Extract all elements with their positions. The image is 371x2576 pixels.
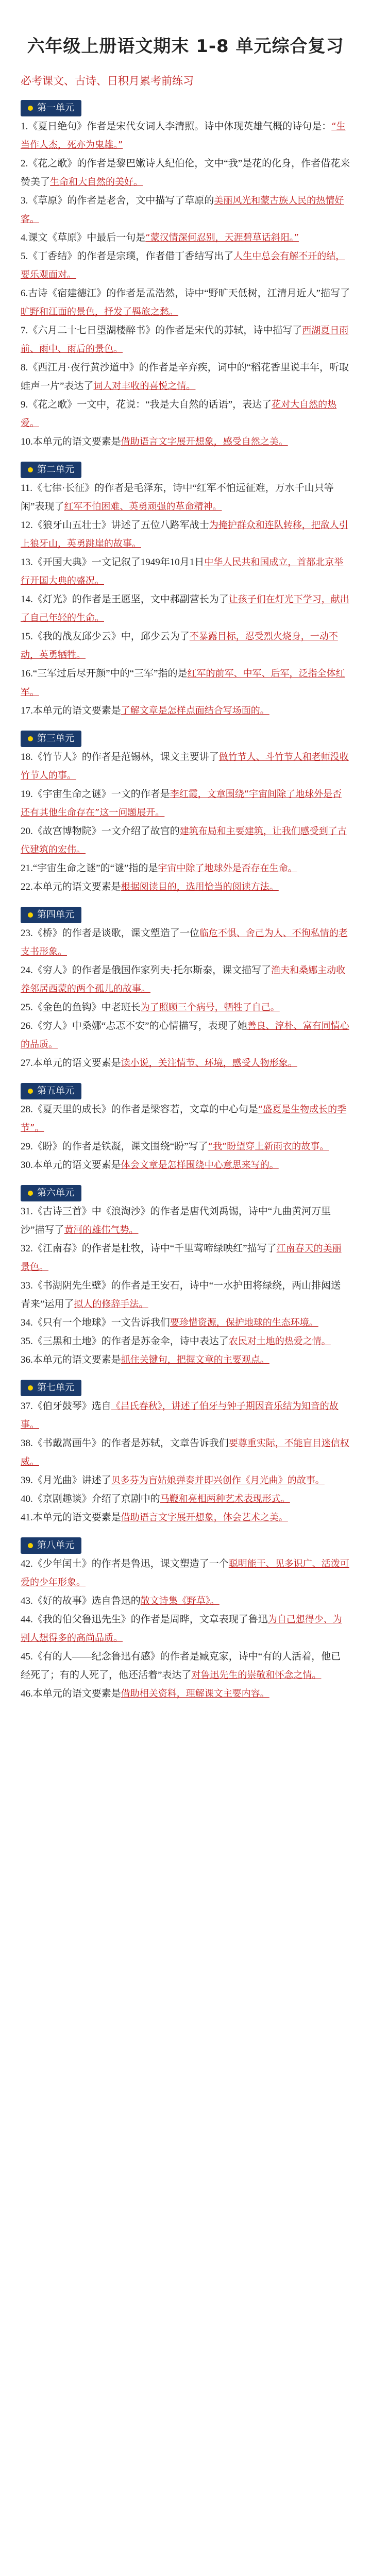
section-header (21, 99, 350, 117)
answer-text: “我”盼望穿上新雨衣的故事。 (208, 1141, 329, 1152)
section-label: 第六单元 (37, 1188, 74, 1198)
answer-text: 建筑布局和主要建筑，让我们感受到了古代建筑的宏伟。 (21, 826, 347, 855)
question-number: 5. (21, 251, 28, 262)
question-text: 《开国大典》一文记叙了1949年10月1日 (32, 557, 205, 568)
question-item (21, 785, 350, 822)
question-text: 《盼》的作者是铁凝，课文围绕“盼”写了 (32, 1141, 208, 1152)
question-number: 6. (21, 288, 28, 299)
bullet-dot-icon (28, 1089, 33, 1094)
answer-text: 贝多芬为盲姑娘弹奏并即兴创作《月光曲》的故事。 (111, 1475, 325, 1486)
question-item (21, 1054, 350, 1073)
section-label: 第三单元 (37, 733, 74, 744)
question-text: 《好的故事》选自鲁迅的 (32, 1596, 141, 1606)
question-number: 44. (21, 1614, 33, 1625)
section-badge (21, 100, 81, 116)
question-number: 20. (21, 826, 33, 837)
question-number: 8. (21, 362, 28, 373)
question-item (21, 1490, 350, 1509)
question-text: 《金色的鱼钩》中老班长 (32, 1002, 141, 1013)
question-number: 4. (21, 232, 28, 243)
question-number: 2. (21, 158, 28, 169)
answer-text: 临危不惧、舍己为人、不徇私情的老支书形象。 (21, 928, 348, 957)
section-header (21, 1184, 350, 1202)
section-label: 第八单元 (37, 1540, 74, 1551)
question-item (21, 117, 350, 155)
page-subtitle: 必考课文、古诗、日积月累考前练习 (21, 75, 194, 87)
question-item (21, 822, 350, 859)
question-item (21, 998, 350, 1017)
question-number: 40. (21, 1494, 33, 1504)
question-number: 23. (21, 928, 33, 939)
question-number: 15. (21, 631, 33, 642)
question-number: 41. (21, 1512, 33, 1523)
question-item (21, 396, 350, 433)
question-item (21, 1100, 350, 1138)
section (21, 906, 350, 1073)
answer-text: 江南春天的美丽景色。 (21, 1243, 342, 1273)
section-label: 第七单元 (37, 1382, 74, 1393)
question-text: 本单元的语文要素是 (32, 1354, 121, 1365)
question-item (21, 1509, 350, 1527)
question-number: 38. (21, 1438, 33, 1449)
section-badge (21, 462, 81, 478)
question-item (21, 479, 350, 516)
question-number: 14. (21, 594, 33, 605)
question-text: 本单元的语文要素是 (32, 882, 121, 892)
bullet-dot-icon (28, 1385, 33, 1391)
answer-text: 为掩护群众和连队转移，把敌人引上狼牙山，英勇跳崖的故事。 (21, 520, 348, 549)
question-item (21, 1592, 350, 1611)
question-number: 37. (21, 1401, 33, 1412)
question-text: 《西江月·夜行黄沙道中》的作者是辛弃疾，词中的“稻花香里说丰年，听取蛙声一片”表达了 (21, 362, 349, 392)
question-item (21, 590, 350, 628)
answer-text: 善良、淳朴、富有同情心的品质。 (21, 1021, 349, 1050)
question-item (21, 192, 350, 229)
section-label: 第五单元 (37, 1086, 74, 1096)
question-text: 本单元的语文要素是 (32, 436, 121, 447)
answer-text: 拟人的修辞手法。 (74, 1299, 148, 1310)
answer-text: 为了照顾三个病号，牺牲了自己。 (140, 1002, 280, 1013)
question-number: 16. (21, 668, 33, 679)
question-text: 《丁香结》的作者是宗璞，作者借丁香结写出了 (28, 251, 234, 262)
answer-text: 词人对丰收的喜悦之情。 (93, 381, 196, 392)
question-item (21, 665, 350, 702)
answer-text: 渔夫和桑娜主动收养邻居西蒙的两个孤儿的故事。 (21, 965, 346, 994)
question-item (21, 284, 350, 321)
answer-text: 不暴露目标，忍受烈火烧身，一动不动，英勇牺牲。 (21, 631, 338, 660)
answer-text: 体会文章是怎样围绕中心意思来写的。 (121, 1160, 279, 1171)
question-text: “三军过后尽开颜”中的“三军”指的是 (32, 668, 188, 679)
answer-text: 美丽风光和蒙古族人民的热情好客。 (21, 195, 344, 225)
question-text: 《竹节人》的作者是范锡林，课文主要讲了 (32, 752, 219, 762)
answer-text: 做竹节人、斗竹节人和老师没收竹节人的事。 (21, 752, 349, 781)
section-label: 第一单元 (37, 103, 74, 113)
question-text: 《七律·长征》的作者是毛泽东，诗中“红军不怕远征难，万水千山只等闲”表现了 (21, 483, 334, 512)
question-text: 《我的伯父鲁迅先生》的作者是周晔，文章表现了鲁迅 (32, 1614, 268, 1625)
page-title: 六年级上册语文期末 1-8 单元综合复习 (27, 36, 344, 57)
question-text: 《我的战友邱少云》中，邱少云为了 (32, 631, 190, 642)
question-text: 《书戴嵩画牛》的作者是苏轼，文章告诉我们 (32, 1438, 229, 1449)
question-item (21, 247, 350, 284)
section-header (21, 1082, 350, 1100)
question-item (21, 1397, 350, 1434)
question-item (21, 155, 350, 192)
bullet-dot-icon (28, 736, 33, 741)
question-text: 《只有一个地球》一文告诉我们 (32, 1317, 170, 1328)
question-item (21, 553, 350, 590)
question-number: 36. (21, 1354, 33, 1365)
question-text: 本单元的语文要素是 (32, 1512, 121, 1523)
question-item (21, 1156, 350, 1175)
question-text: 《桥》的作者是谈歌，课文塑造了一位 (32, 928, 199, 939)
question-number: 19. (21, 789, 33, 800)
question-number: 28. (21, 1104, 33, 1115)
question-number: 11. (21, 483, 33, 494)
question-number: 34. (21, 1317, 33, 1328)
answer-text: 人生中总会有解不开的结，要乐观面对。 (21, 251, 345, 280)
question-text: 本单元的语文要素是 (32, 1058, 121, 1069)
answer-text: 《吕氏春秋》，讲述了伯牙与钟子期因音乐结为知音的故事。 (21, 1401, 339, 1430)
section-badge (21, 1537, 81, 1554)
question-text: 古诗《宿建德江》的作者是孟浩然，诗中“野旷天低树，江清月近人”描写了 (28, 288, 350, 299)
question-number: 39. (21, 1475, 33, 1486)
answer-text: 红军不怕困难、英勇顽强的革命精神。 (64, 501, 222, 512)
question-item (21, 1555, 350, 1592)
section (21, 1082, 350, 1175)
question-item (21, 1138, 350, 1156)
section-badge (21, 1185, 81, 1201)
answer-text: 抓住关键句，把握文章的主要观点。 (121, 1354, 269, 1365)
question-item (21, 1648, 350, 1685)
answer-text: 聪明能干、见多识广、活泼可爱的少年形象。 (21, 1558, 349, 1588)
section-label: 第二单元 (37, 464, 74, 475)
answer-text: 花对大自然的热爱。 (21, 399, 337, 429)
question-text: 《京剧趣谈》介绍了京剧中的 (32, 1494, 160, 1504)
section (21, 1536, 350, 1703)
question-number: 25. (21, 1002, 33, 1013)
question-text: 《六月二十七日望湖楼醉书》的作者是宋代的苏轼，诗中描写了 (28, 325, 302, 336)
question-item (21, 1017, 350, 1054)
question-text: 《穷人》中桑娜“忐忑不安”的心情描写，表现了她 (32, 1021, 247, 1031)
answer-text: 宇宙中除了地球外是否存在生命。 (158, 863, 297, 874)
question-text: 《书湖阴先生壁》的作者是王安石，诗中“一水护田将绿绕，两山排闼送青来”运用了 (21, 1280, 341, 1310)
question-item (21, 859, 350, 878)
question-number: 7. (21, 325, 28, 336)
question-text: 《少年闰土》的作者是鲁迅，课文塑造了一个 (32, 1558, 229, 1569)
answer-text: 借助语言文字展开想象，体会艺术之美。 (121, 1512, 288, 1523)
question-text: 《花之歌》的作者是黎巴嫩诗人纪伯伦，文中“我”是花的化身，作者借花来赞美了 (21, 158, 350, 188)
question-item (21, 702, 350, 720)
question-item (21, 1277, 350, 1314)
section (21, 730, 350, 896)
question-text: 《江南春》的作者是杜牧，诗中“千里莺啼绿映红”描写了 (32, 1243, 277, 1254)
answer-text: 马鞭和亮相两种艺术表现形式。 (160, 1494, 290, 1504)
question-item (21, 1685, 350, 1703)
question-number: 35. (21, 1336, 33, 1347)
question-number: 27. (21, 1058, 33, 1069)
question-text: 本单元的语文要素是 (32, 705, 121, 716)
answer-text: 对鲁迅先生的崇敬和怀念之情。 (191, 1670, 322, 1681)
answer-text: 西湖夏日雨前、雨中、雨后的景色。 (21, 325, 349, 354)
question-number: 9. (21, 399, 28, 410)
question-item (21, 628, 350, 665)
answer-text: 中华人民共和国成立，首都北京举行开国大典的盛况。 (21, 557, 344, 586)
question-text: 《草原》的作者是老舍，文中描写了草原的 (28, 195, 214, 206)
question-text: 《故宫博物院》一文介绍了故宫的 (32, 826, 180, 837)
answer-text: “生当作人杰，死亦为鬼雄。” (21, 121, 346, 150)
section (21, 1184, 350, 1369)
section-badge (21, 907, 81, 923)
question-text: 《古诗三首》中《浪淘沙》的作者是唐代刘禹锡，诗中“九曲黄河万里沙”描写了 (21, 1206, 331, 1235)
question-item (21, 748, 350, 785)
question-number: 13. (21, 557, 33, 568)
question-number: 42. (21, 1558, 33, 1569)
section-header (21, 461, 350, 479)
question-text: 本单元的语文要素是 (32, 1688, 121, 1699)
answer-text: 根据阅读目的，选用恰当的阅读方法。 (121, 882, 279, 892)
question-text: 《狼牙山五壮士》讲述了五位八路军战士 (32, 520, 209, 531)
question-text: 《有的人——纪念鲁迅有感》的作者是臧克家，诗中“有的人活着，他已经死了；有的人死了，他还活着”表达了 (21, 1651, 341, 1681)
question-number: 21. (21, 863, 33, 874)
section-label: 第四单元 (37, 909, 74, 920)
question-number: 30. (21, 1160, 33, 1171)
question-number: 31. (21, 1206, 33, 1217)
question-number: 3. (21, 195, 28, 206)
question-text: 《月光曲》讲述了 (32, 1475, 111, 1486)
answer-text: “蒙汉情深何忍别，天涯碧草话斜阳。” (145, 232, 299, 243)
question-item (21, 1434, 350, 1471)
answer-text: 了解文章是怎样点面结合写场面的。 (121, 705, 269, 716)
bullet-dot-icon (28, 1543, 33, 1548)
question-number: 24. (21, 965, 33, 976)
answer-text: 读小说，关注情节、环境，感受人物形象。 (121, 1058, 297, 1069)
question-text: 《宇宙生命之谜》一文的作者是 (32, 789, 170, 800)
answer-text: 为自己想得少、为别人想得多的高尚品质。 (21, 1614, 342, 1643)
question-text: 《夏天里的成长》的作者是梁容若，文章的中心句是 (32, 1104, 258, 1115)
section-badge (21, 1380, 81, 1396)
question-item (21, 1611, 350, 1648)
question-number: 33. (21, 1280, 33, 1291)
question-number: 29. (21, 1141, 33, 1152)
question-number: 18. (21, 752, 33, 762)
question-item (21, 1351, 350, 1369)
question-text: 《三黑和土地》的作者是苏金伞，诗中表达了 (32, 1336, 229, 1347)
question-text: 《灯光》的作者是王愿坚，文中郝副营长为了 (32, 594, 229, 605)
question-number: 32. (21, 1243, 33, 1254)
answer-text: 李红霞，文章围绕“宇宙间除了地球外是否还有其他生命存在”这一问题展开。 (21, 789, 342, 818)
question-item (21, 359, 350, 396)
bullet-dot-icon (28, 912, 33, 918)
answer-text: “盛夏是生物成长的季节”。 (21, 1104, 347, 1133)
question-number: 12. (21, 520, 33, 531)
answer-text: 旷野和江面的景色，抒发了羁旅之愁。 (21, 307, 178, 317)
answer-text: 红军的前军、中军、后军，泛指全体红军。 (21, 668, 345, 698)
question-text: “宇宙生命之谜”的“谜”指的是 (32, 863, 158, 874)
question-item (21, 878, 350, 896)
question-text: 本单元的语文要素是 (32, 1160, 121, 1171)
bullet-dot-icon (28, 1191, 33, 1196)
question-number: 26. (21, 1021, 33, 1031)
section-header (21, 730, 350, 748)
section-header (21, 906, 350, 924)
question-text: 课文《草原》中最后一句是 (28, 232, 146, 243)
question-item (21, 1314, 350, 1332)
section-badge (21, 731, 81, 747)
question-item (21, 961, 350, 998)
answer-text: 借助语言文字展开想象，感受自然之美。 (121, 436, 288, 447)
question-number: 1. (21, 121, 28, 132)
bullet-dot-icon (28, 467, 33, 472)
question-number: 22. (21, 882, 33, 892)
question-text: 《夏日绝句》作者是宋代女词人李清照。诗中体现英雄气概的诗句是： (28, 121, 332, 132)
question-item (21, 1471, 350, 1490)
question-text: 《花之歌》一文中，花说：“我是大自然的话语”，表达了 (28, 399, 272, 410)
answer-text: 让孩子们在灯光下学习，献出了自己年轻的生命。 (21, 594, 349, 623)
section (21, 99, 350, 451)
question-number: 46. (21, 1688, 33, 1699)
answer-text: 黄河的雄伟气势。 (64, 1225, 139, 1235)
question-item (21, 1240, 350, 1277)
answer-text: 生命和大自然的美好。 (50, 177, 143, 188)
answer-text: 散文诗集《野草》。 (140, 1596, 220, 1606)
answer-text: 农民对土地的热爱之情。 (228, 1336, 331, 1347)
sections-container (21, 99, 350, 1703)
question-text: 《伯牙鼓琴》选自 (32, 1401, 111, 1412)
section-header (21, 1379, 350, 1397)
section (21, 1379, 350, 1527)
question-item (21, 229, 350, 247)
question-number: 10. (21, 436, 33, 447)
section-header (21, 1536, 350, 1555)
answer-text: 借助相关资料，理解课文主要内容。 (121, 1688, 269, 1699)
question-item (21, 433, 350, 451)
question-number: 17. (21, 705, 33, 716)
question-number: 43. (21, 1596, 33, 1606)
question-text: 《穷人》的作者是俄国作家列夫·托尔斯泰，课文描写了 (32, 965, 272, 976)
question-item (21, 924, 350, 961)
question-item (21, 1332, 350, 1351)
question-item (21, 516, 350, 553)
section (21, 461, 350, 720)
question-item (21, 1202, 350, 1240)
section-badge (21, 1083, 81, 1099)
answer-text: 要珍惜资源，保护地球的生态环境。 (170, 1317, 318, 1328)
question-number: 45. (21, 1651, 33, 1662)
question-item (21, 321, 350, 359)
bullet-dot-icon (28, 106, 33, 111)
answer-text: 要尊重实际，不能盲目迷信权威。 (21, 1438, 349, 1467)
